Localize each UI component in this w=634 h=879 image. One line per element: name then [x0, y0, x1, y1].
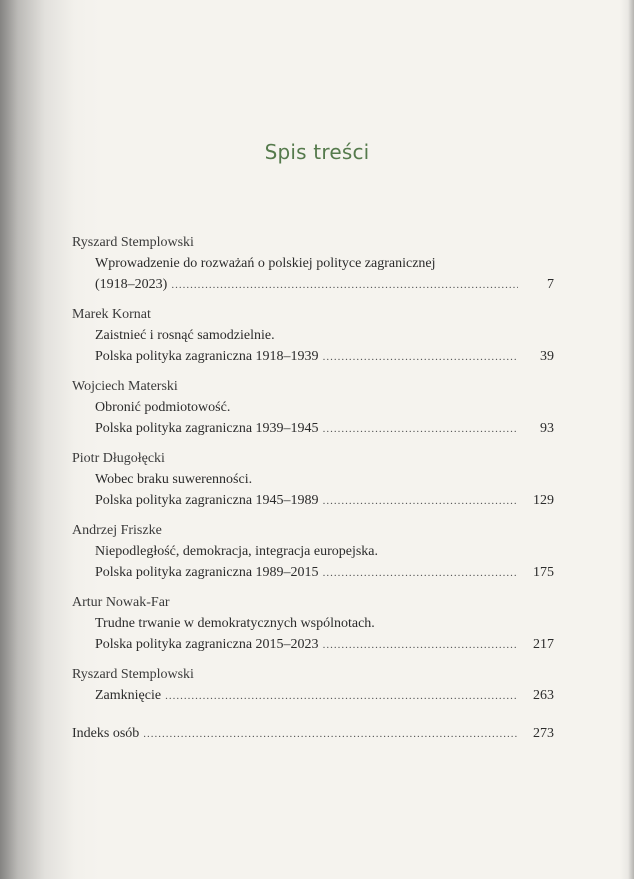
dot-leader [323, 563, 518, 584]
dot-leader [171, 275, 518, 296]
toc-title-line: Niepodległość, demokracja, integracja europejska. [95, 544, 378, 559]
toc-work [72, 469, 554, 512]
dot-leader [323, 419, 518, 440]
toc-work [72, 685, 554, 707]
toc-work [72, 325, 554, 368]
toc-title-line: Zaistnieć i rosnąć samodzielnie. [95, 328, 275, 343]
toc-page-number: 93 [540, 421, 554, 436]
toc-author: Ryszard Stemplowski [72, 667, 194, 682]
toc-page-number: 129 [533, 493, 554, 508]
toc-author: Artur Nowak-Far [72, 595, 170, 610]
toc-page-number: 175 [533, 565, 554, 580]
toc-entry [72, 232, 554, 296]
toc-title-line: Obronić podmiotowość. [95, 400, 231, 415]
toc-page-number: 273 [533, 726, 554, 741]
toc-entry [72, 304, 554, 368]
dot-leader [323, 347, 518, 368]
toc-work [72, 253, 554, 296]
toc-page-number: 39 [540, 349, 554, 364]
toc-leader-line [95, 490, 554, 512]
toc-author: Ryszard Stemplowski [72, 235, 194, 250]
table-of-contents [72, 232, 554, 753]
toc-title-line: Trudne trwanie w demokratycznych wspólnotach. [95, 616, 375, 631]
toc-title-line: (1918–2023) [95, 277, 168, 292]
toc-title-line: Polska polityka zagraniczna 2015–2023 [95, 637, 319, 652]
toc-title-line: Polska polityka zagraniczna 1989–2015 [95, 565, 319, 580]
dot-leader [143, 724, 518, 745]
toc-title-line: Wobec braku suwerenności. [95, 472, 253, 487]
toc-index-entry [72, 723, 554, 745]
toc-leader-line [95, 634, 554, 656]
toc-page-number: 217 [533, 637, 554, 652]
toc-page-number: 263 [533, 688, 554, 703]
dot-leader [323, 491, 518, 512]
toc-leader-line [95, 346, 554, 368]
toc-author: Piotr Długołęcki [72, 451, 165, 466]
toc-leader-line [95, 274, 554, 296]
toc-title-line: Polska polityka zagraniczna 1918–1939 [95, 349, 319, 364]
toc-author: Marek Kornat [72, 307, 151, 322]
dot-leader [165, 686, 518, 707]
toc-author: Wojciech Materski [72, 379, 178, 394]
toc-leader-line [95, 562, 554, 584]
toc-title-line: Wprowadzenie do rozważań o polskiej polityce zagranicznej [95, 256, 436, 271]
toc-author: Andrzej Friszke [72, 523, 162, 538]
toc-page-number: 7 [547, 277, 554, 292]
toc-work [72, 541, 554, 584]
toc-entry [72, 592, 554, 656]
toc-leader-line [72, 723, 554, 745]
toc-entry [72, 448, 554, 512]
dot-leader [323, 635, 518, 656]
page-title: Spis treści [264, 140, 370, 164]
toc-leader-line [95, 685, 554, 707]
index-label: Indeks osób [72, 726, 140, 741]
toc-title-line: Polska polityka zagraniczna 1945–1989 [95, 493, 319, 508]
toc-leader-line [95, 418, 554, 440]
toc-work [72, 613, 554, 656]
toc-entry [72, 664, 554, 707]
toc-entry [72, 520, 554, 584]
toc-title-line: Polska polityka zagraniczna 1939–1945 [95, 421, 319, 436]
toc-entry [72, 376, 554, 440]
toc-title-line: Zamknięcie [95, 688, 162, 703]
toc-work [72, 397, 554, 440]
